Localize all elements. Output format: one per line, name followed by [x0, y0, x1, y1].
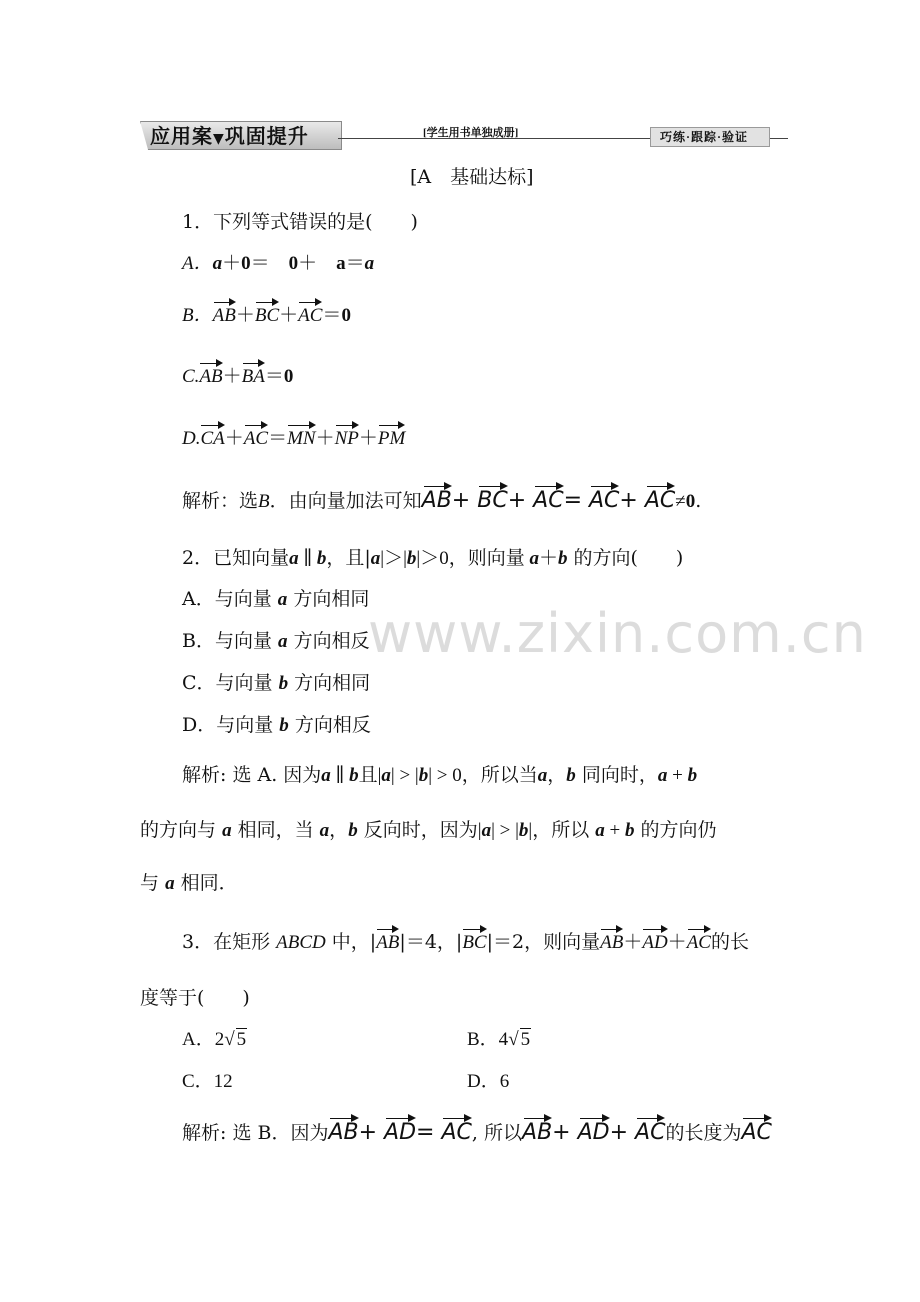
q1-option-b: B．AB＋BC＋AC＝0 [182, 305, 351, 326]
q1-option-c: C.AB＋BA＝0 [182, 366, 294, 387]
q1-analysis: 解析：选B．由向量加法可知AB+ BC+ AC= AC+ AC≠0. [182, 488, 702, 513]
q1-option-a: A．a＋0＝ 0＋ a＝a [182, 253, 375, 274]
q3-stem-line-1: 3．在矩形 ABCD 中，|AB|＝4，|BC|＝2，则向量AB＋AD＋AC的长 [182, 931, 749, 953]
header-center-tag: [学生用书单独成册] [423, 127, 519, 139]
q2-analysis-line-3: 与 a 相同． [140, 872, 238, 894]
q3-option-d: D．6 [467, 1071, 510, 1092]
sqrt-icon: √ [508, 1029, 519, 1050]
q3-stem-line-2: 度等于( ) [140, 987, 250, 1009]
q2-option-a: A．与向量 a 方向相同 [182, 588, 370, 610]
section-title: [A 基础达标] [410, 166, 534, 188]
q1-stem: 1．下列等式错误的是( ) [182, 211, 418, 233]
q2-analysis-line-2: 的方向与 a 相同，当 a，b 反向时，因为|a| > |b|，所以 a + b 的方向仍 [140, 819, 717, 841]
q3-option-b: B．4√ 5 [467, 1029, 531, 1050]
q2-option-c: C．与向量 b 方向相同 [182, 672, 371, 694]
q2-option-d: D．与向量 b 方向相反 [182, 714, 371, 736]
header-right-tag: 巧练·跟踪·验证 [660, 130, 749, 144]
triangle-down-icon: ▼ [213, 131, 225, 147]
q3-option-a: A．2√ 5 [182, 1029, 247, 1050]
q3-option-c: C．12 [182, 1071, 233, 1092]
q2-analysis-line-1: 解析: 选 A. 因为a ∥ b且|a| > |b| > 0，所以当a，b 同向时，a + b [182, 764, 698, 786]
watermark: www.zixin.com.cn [368, 602, 867, 665]
q2-option-b: B．与向量 a 方向相反 [182, 630, 370, 652]
header-banner-title: 应用案▼巩固提升 [150, 124, 309, 148]
q2-stem: 2．已知向量a ∥ b，且|a|＞|b|＞0，则向量 a＋b 的方向( ) [182, 547, 684, 569]
q3-analysis: 解析: 选 B．因为AB+ AD= AC, 所以AB+ AD+ AC的长度为AC [182, 1120, 772, 1145]
sqrt-icon: √ [224, 1029, 235, 1050]
q1-option-d: D.CA＋AC＝MN＋NP＋PM [182, 428, 406, 449]
